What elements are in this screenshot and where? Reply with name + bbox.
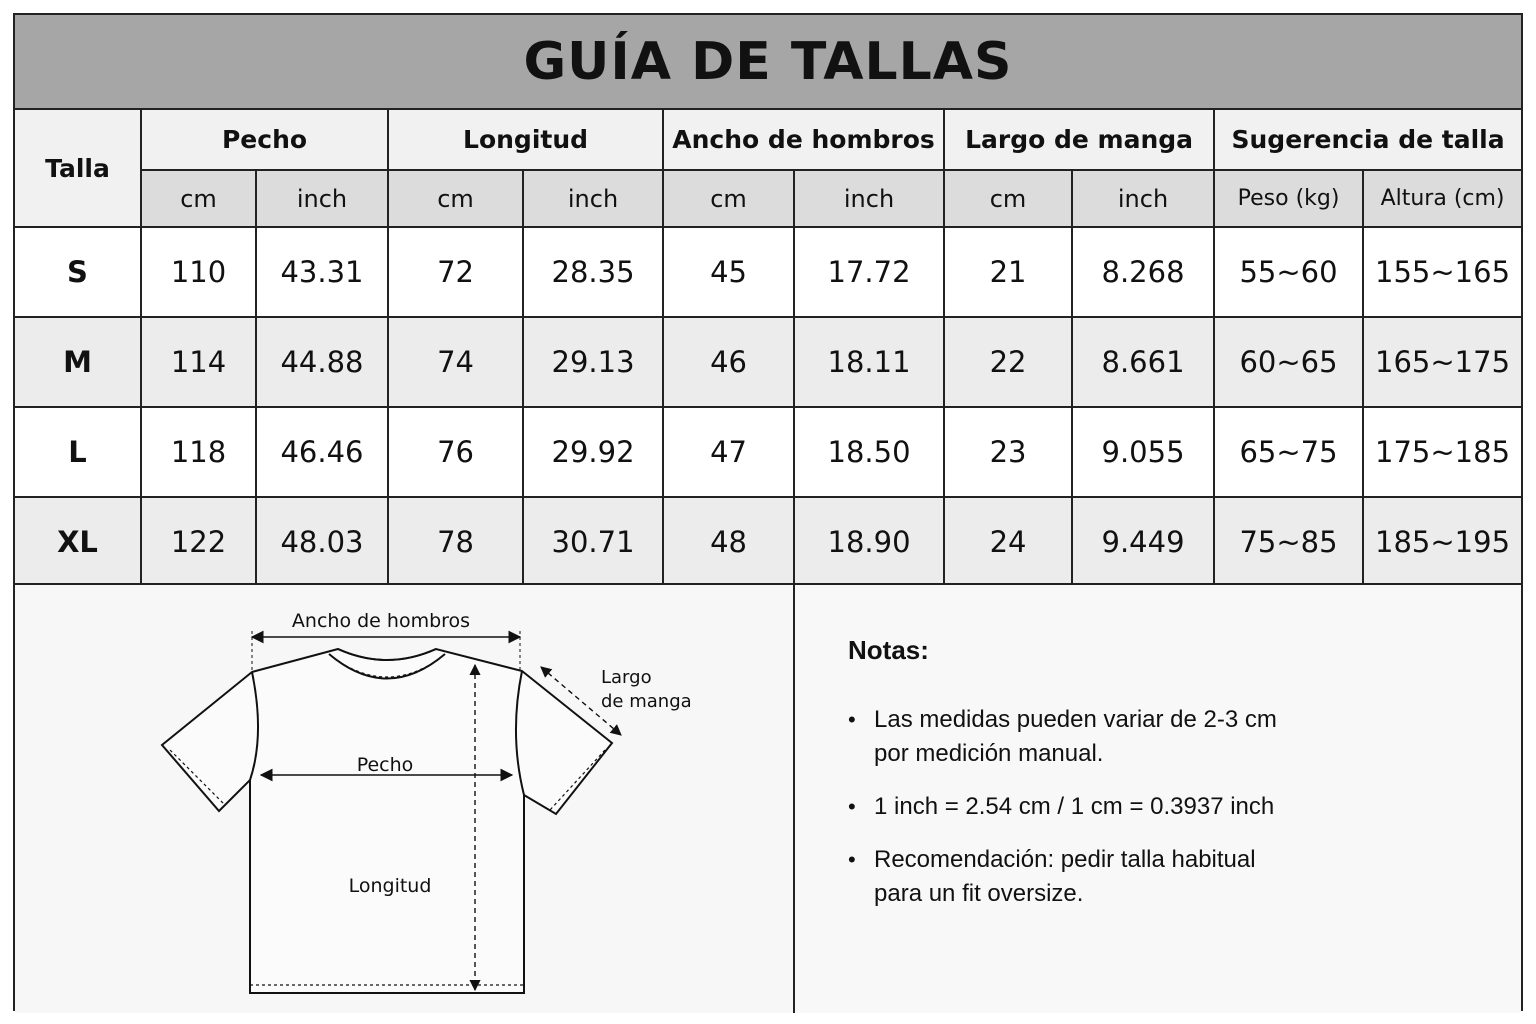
table-cell: 29.92: [523, 407, 663, 497]
table-cell: 185~195: [1363, 497, 1521, 587]
table-cell: 47: [663, 407, 794, 497]
size-table: [15, 110, 1521, 588]
unit-header: Altura (cm): [1363, 170, 1521, 227]
table-cell: 8.268: [1072, 227, 1214, 317]
table-cell: 9.449: [1072, 497, 1214, 587]
tshirt-diagram: [15, 585, 795, 1013]
unit-header: inch: [794, 170, 944, 227]
table-cell: 78: [388, 497, 523, 587]
table-row: [15, 497, 1521, 587]
sleeve-length-label-line2: de manga: [601, 691, 692, 712]
table-cell: 17.72: [794, 227, 944, 317]
table-cell: 165~175: [1363, 317, 1521, 407]
table-cell: 175~185: [1363, 407, 1521, 497]
unit-header: inch: [1072, 170, 1214, 227]
tshirt-outline: [162, 649, 612, 993]
page-title: GUÍA DE TALLAS: [523, 31, 1013, 92]
table-cell: 46.46: [256, 407, 388, 497]
table-cell: 18.11: [794, 317, 944, 407]
table-cell: 55~60: [1214, 227, 1363, 317]
table-cell: 155~165: [1363, 227, 1521, 317]
table-cell: 9.055: [1072, 407, 1214, 497]
unit-header: inch: [256, 170, 388, 227]
table-cell: 72: [388, 227, 523, 317]
table-cell: 122: [141, 497, 256, 587]
note-text: para un fit oversize.: [874, 880, 1084, 907]
unit-header: Peso (kg): [1214, 170, 1363, 227]
table-cell: 18.90: [794, 497, 944, 587]
table-cell: 45: [663, 227, 794, 317]
shoulder-group-header: Ancho de hombros: [663, 110, 944, 170]
table-cell: 48.03: [256, 497, 388, 587]
list-item: [848, 703, 1468, 771]
table-cell: 18.50: [794, 407, 944, 497]
notes-list: [848, 703, 1468, 930]
table-cell: 44.88: [256, 317, 388, 407]
notes-title: Notas:: [848, 635, 929, 665]
unit-header: cm: [944, 170, 1072, 227]
table-cell: 22: [944, 317, 1072, 407]
size-cell: L: [15, 407, 141, 497]
table-row: [15, 317, 1521, 407]
table-cell: 114: [141, 317, 256, 407]
size-guide-sheet: [13, 13, 1523, 1011]
table-cell: 46: [663, 317, 794, 407]
size-cell: XL: [15, 497, 141, 587]
unit-header: cm: [388, 170, 523, 227]
unit-header: cm: [141, 170, 256, 227]
list-item: [848, 843, 1468, 911]
size-cell: S: [15, 227, 141, 317]
title-bar: [15, 15, 1521, 110]
measurement-diagram-panel: [15, 585, 795, 1013]
table-cell: 21: [944, 227, 1072, 317]
notes-panel: [795, 585, 1521, 1013]
table-cell: 29.13: [523, 317, 663, 407]
table-cell: 110: [141, 227, 256, 317]
note-text: Recomendación: pedir talla habitual: [874, 846, 1256, 873]
list-item: [848, 790, 1468, 824]
table-cell: 65~75: [1214, 407, 1363, 497]
table-row: [15, 227, 1521, 317]
shoulder-width-label: Ancho de hombros: [291, 610, 471, 632]
size-column-header: Talla: [15, 110, 141, 227]
table-row: [15, 407, 1521, 497]
group-header-row: [15, 110, 1521, 170]
unit-header: cm: [663, 170, 794, 227]
table-cell: 28.35: [523, 227, 663, 317]
length-label: Longitud: [348, 875, 432, 897]
table-cell: 43.31: [256, 227, 388, 317]
table-cell: 24: [944, 497, 1072, 587]
note-text: 1 inch = 2.54 cm / 1 cm = 0.3937 inch: [874, 793, 1275, 820]
table-cell: 23: [944, 407, 1072, 497]
bottom-section: [15, 583, 1521, 1011]
table-cell: 8.661: [1072, 317, 1214, 407]
note-text: Las medidas pueden variar de 2-3 cm: [874, 706, 1277, 733]
table-cell: 60~65: [1214, 317, 1363, 407]
table-cell: 76: [388, 407, 523, 497]
unit-header-row: [15, 170, 1521, 227]
chest-label: Pecho: [356, 754, 414, 776]
note-text: por medición manual.: [874, 740, 1104, 767]
table-cell: 75~85: [1214, 497, 1363, 587]
unit-header: inch: [523, 170, 663, 227]
table-cell: 118: [141, 407, 256, 497]
table-cell: 74: [388, 317, 523, 407]
size-cell: M: [15, 317, 141, 407]
length-group-header: Longitud: [388, 110, 663, 170]
table-cell: 48: [663, 497, 794, 587]
sleeve-group-header: Largo de manga: [944, 110, 1214, 170]
suggestion-group-header: Sugerencia de talla: [1214, 110, 1521, 170]
sleeve-length-label-line1: Largo: [601, 667, 652, 688]
table-cell: 30.71: [523, 497, 663, 587]
chest-group-header: Pecho: [141, 110, 388, 170]
